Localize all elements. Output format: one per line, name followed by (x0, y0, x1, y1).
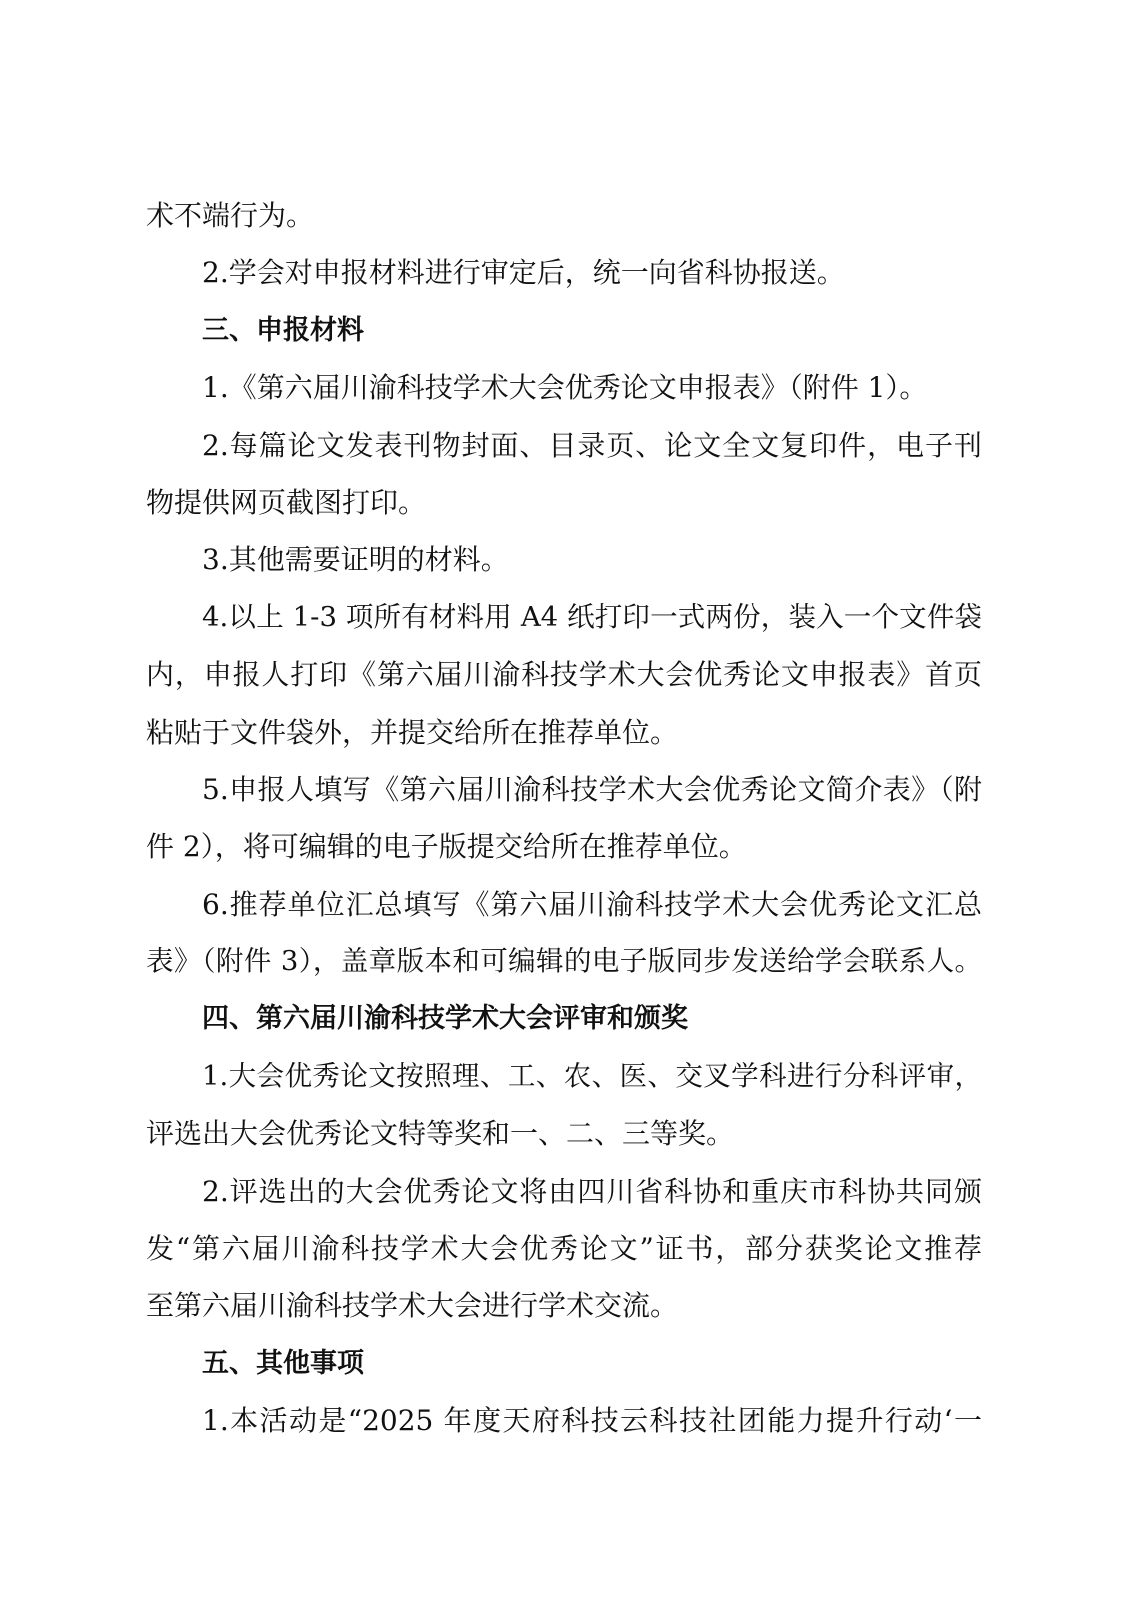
text-line-materials-3: 3.其他需要证明的材料。 (202, 543, 509, 577)
text-line-review-2a: 2.评选出的大会优秀论文将由四川省科协和重庆市科协共同颁 (202, 1174, 982, 1208)
text-line-materials-4c: 粘贴于文件袋外，并提交给所在推荐单位。 (146, 715, 679, 749)
text-line-other-1a: 1.本活动是“2025 年度天府科技云科技社团能力提升行动‘一 (202, 1404, 982, 1438)
text-line-review-2c: 至第六届川渝科技学术大会进行学术交流。 (146, 1289, 679, 1323)
text-line-continuation-1: 术不端行为。 (146, 199, 315, 232)
text-line-materials-2a: 2.每篇论文发表刊物封面、目录页、论文全文复印件，电子刊 (202, 428, 982, 462)
text-line-materials-6a: 6.推荐单位汇总填写《第六届川渝科技学术大会优秀论文汇总 (202, 887, 982, 921)
text-line-materials-6b: 表》（附件 3），盖章版本和可编辑的电子版同步发送给学会联系人。 (146, 945, 982, 978)
text-line-materials-1: 1.《第六届川渝科技学术大会优秀论文申报表》（附件 1）。 (202, 371, 928, 405)
text-line-materials-4a: 4.以上 1-3 项所有材料用 A4 纸打印一式两份，装入一个文件袋 (202, 600, 982, 633)
text-line-review-1b: 评选出大会优秀论文特等奖和一、二、三等奖。 (146, 1117, 735, 1151)
document-body (146, 187, 982, 1450)
text-line-item-2: 2.学会对申报材料进行审定后，统一向省科协报送。 (202, 256, 845, 290)
section-heading-5: 五、其他事项 (202, 1347, 364, 1379)
section-heading-4: 四、第六届川渝科技学术大会评审和颁奖 (202, 1003, 688, 1035)
text-line-materials-5b: 件 2），将可编辑的电子版提交给所在推荐单位。 (146, 830, 747, 864)
text-line-materials-4b: 内，申报人打印《第六届川渝科技学术大会优秀论文申报表》首页 (146, 658, 982, 692)
section-heading-3: 三、申报材料 (202, 314, 364, 346)
text-line-review-2b: 发“第六届川渝科技学术大会优秀论文”证书，部分获奖论文推荐 (146, 1232, 982, 1266)
text-line-materials-2b: 物提供网页截图打印。 (146, 485, 427, 519)
text-line-review-1a: 1.大会优秀论文按照理、工、农、医、交叉学科进行分科评审， (202, 1059, 982, 1092)
text-line-materials-5a: 5.申报人填写《第六届川渝科技学术大会优秀论文简介表》（附 (202, 772, 982, 806)
